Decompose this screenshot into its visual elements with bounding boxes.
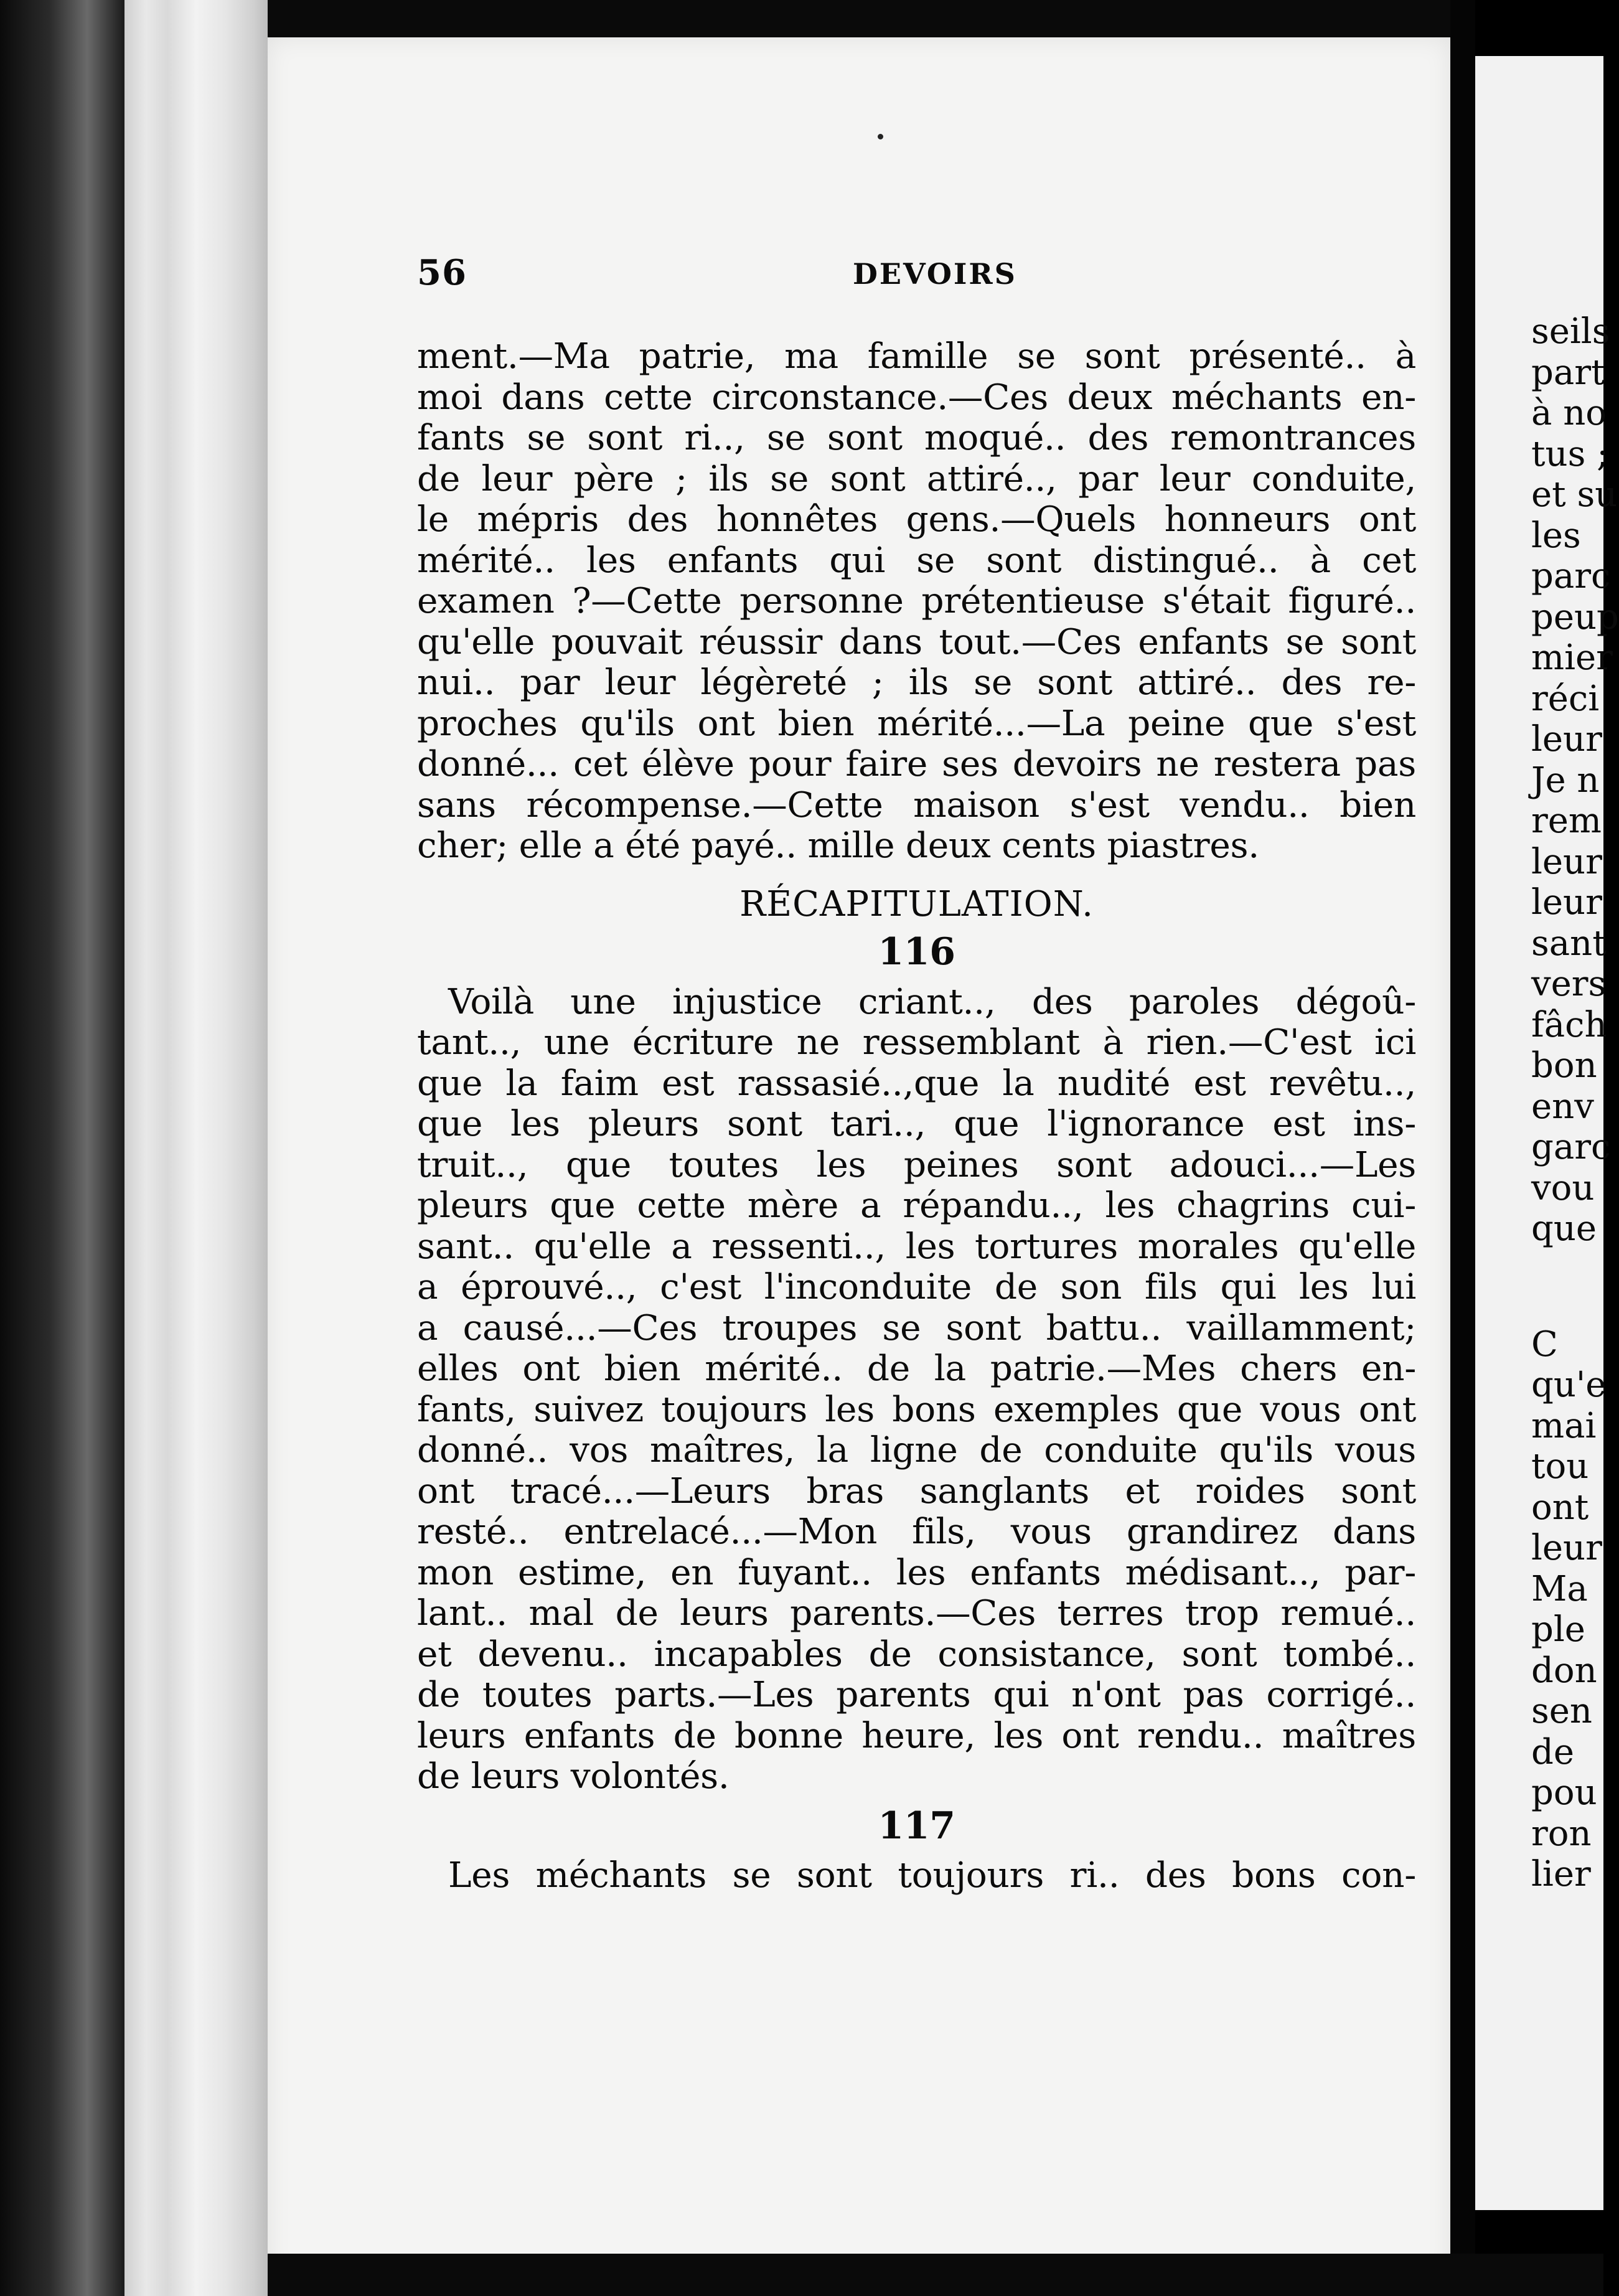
text-line: que la faim est rassasié..,que la nudité est revêtu.., xyxy=(417,1063,1416,1104)
running-header xyxy=(417,252,1425,302)
text-line: cher; elle a été payé.. mille deux cents piastres. xyxy=(417,826,1259,866)
facing-page-fragment: rem xyxy=(1531,801,1602,841)
facing-page-fragment: fâch xyxy=(1531,1004,1607,1045)
text-line: ont tracé...—Leurs bras sanglants et roides sont xyxy=(417,1470,1416,1512)
facing-page-fragment: bon xyxy=(1531,1045,1597,1086)
page-number: 56 xyxy=(417,252,467,293)
text-line: nui.. par leur légèreté ; ils se sont attiré.. des re- xyxy=(417,662,1416,703)
facing-page-fragment: pou xyxy=(1531,1772,1597,1813)
facing-page-fragment: ont xyxy=(1531,1487,1589,1528)
facing-page-fragment: mai xyxy=(1531,1405,1597,1446)
facing-page-fragment: sant xyxy=(1531,923,1607,964)
text-line: de toutes parts.—Les parents qui n'ont pas corrigé.. xyxy=(417,1675,1416,1715)
facing-page-fragment: à no xyxy=(1531,393,1607,433)
text-line: leurs enfants de bonne heure, les ont rendu.. maîtres xyxy=(417,1715,1416,1756)
text-line: truit.., que toutes les peines sont adouci...—Les xyxy=(417,1144,1416,1185)
facing-page-fragment: les xyxy=(1531,515,1581,556)
facing-page-fragment: parc xyxy=(1531,556,1611,596)
text-line: de leurs volontés. xyxy=(417,1756,730,1797)
facing-page-fragment: vers xyxy=(1531,964,1607,1004)
facing-page-fragment: leur xyxy=(1531,841,1602,882)
ink-speck xyxy=(878,134,883,139)
facing-page-fragment: leur xyxy=(1531,882,1602,923)
facing-page-fragment: ron xyxy=(1531,1813,1592,1854)
exercise-number-116: 116 xyxy=(878,930,955,974)
text-line: sans récompense.—Cette maison s'est vendu.. bien xyxy=(417,784,1416,826)
facing-page-fragment: et su xyxy=(1531,474,1618,515)
facing-page-fragment: C xyxy=(1531,1324,1558,1365)
facing-page-fragment: env xyxy=(1531,1086,1594,1127)
text-line: a éprouvé.., c'est l'inconduite de son fils qui les lui xyxy=(417,1267,1416,1307)
text-line: lant.. mal de leurs parents.—Ces terres trop remué.. xyxy=(417,1593,1416,1634)
text-line: tant.., une écriture ne ressemblant à rien.—C'est ici xyxy=(417,1022,1416,1063)
facing-page-fragment: de xyxy=(1531,1731,1574,1772)
exercise-117-text: Les méchants se sont toujours ri.. des bons con- xyxy=(448,1855,1416,1896)
facing-page-fragment: part xyxy=(1531,352,1605,393)
text-line: examen ?—Cette personne prétentieuse s'était figuré.. xyxy=(417,581,1416,621)
facing-page-fragment: Je n xyxy=(1531,760,1600,801)
facing-page-fragment: mier xyxy=(1531,638,1613,678)
scan-border-top xyxy=(268,0,1450,37)
text-line: resté.. entrelacé...—Mon fils, vous grandirez dans xyxy=(417,1512,1416,1552)
text-line: le mépris des honnêtes gens.—Quels honneurs ont xyxy=(417,499,1416,540)
facing-page-fragment: don xyxy=(1531,1650,1597,1691)
text-line: ment.—Ma patrie, ma famille se sont présenté.. à xyxy=(417,336,1416,377)
facing-page-fragment: sen xyxy=(1531,1691,1592,1731)
facing-page-gap xyxy=(1531,1249,1619,1324)
facing-page-fragment: peup xyxy=(1531,596,1619,638)
facing-page-fragment: Ma xyxy=(1531,1568,1588,1609)
scan-border-bottom xyxy=(268,2254,1603,2296)
text-line: que les pleurs sont tari.., que l'ignorance est ins- xyxy=(417,1104,1416,1144)
text-line: elles ont bien mérité.. de la patrie.—Mes chers en- xyxy=(417,1348,1416,1389)
facing-page-fragment: garc xyxy=(1531,1127,1611,1167)
text-line: mérité.. les enfants qui se sont distingué.. à cet xyxy=(417,540,1416,581)
facing-page-fragment: réci xyxy=(1531,678,1600,719)
text-line: fants se sont ri.., se sont moqué.. des remontrances xyxy=(417,418,1416,458)
section-heading: RÉCAPITULATION. xyxy=(739,883,1094,925)
exercise-116-text xyxy=(417,982,1416,1797)
text-line: fants, suivez toujours les bons exemples que vous ont xyxy=(417,1389,1416,1430)
facing-page-fragment: lier xyxy=(1531,1854,1591,1894)
facing-page-text xyxy=(1531,311,1619,1895)
text-line: sant.. qu'elle a ressenti.., les tortures morales qu'elle xyxy=(417,1226,1416,1267)
text-line: qu'elle pouvait réussir dans tout.—Ces enfants se sont xyxy=(417,621,1416,662)
text-line: a causé...—Ces troupes se sont battu.. vaillamment; xyxy=(417,1307,1416,1348)
facing-page-fragment: tus ; xyxy=(1531,433,1608,474)
text-line: donné.. vos maîtres, la ligne de conduite qu'ils vous xyxy=(417,1430,1416,1470)
main-text xyxy=(417,336,1416,1896)
text-line: de leur père ; ils se sont attiré.., par leur conduite, xyxy=(417,458,1416,499)
book-cover-edge xyxy=(0,0,124,2296)
page-edges xyxy=(124,0,271,2296)
facing-page-fragment: leur xyxy=(1531,719,1602,760)
text-line: moi dans cette circonstance.—Ces deux méchants en- xyxy=(417,377,1416,418)
text-line: et devenu.. incapables de consistance, sont tombé.. xyxy=(417,1634,1416,1675)
facing-page-fragment: vou xyxy=(1531,1167,1595,1208)
text-line: Voilà une injustice criant.., des paroles dégoû- xyxy=(448,981,1416,1022)
facing-page-fragment: seils xyxy=(1531,311,1610,352)
text-line: donné... cet élève pour faire ses devoirs ne restera pas xyxy=(417,744,1416,784)
running-title: DEVOIRS xyxy=(853,257,1017,291)
facing-page-fragment: ple xyxy=(1531,1609,1585,1650)
paragraph-continuation xyxy=(417,336,1416,867)
text-line: proches qu'ils ont bien mérité...—La peine que s'est xyxy=(417,703,1416,744)
facing-page-fragment: leur xyxy=(1531,1528,1602,1568)
facing-page-fragment: que xyxy=(1531,1208,1597,1249)
book-gutter xyxy=(1450,0,1475,2296)
text-line: pleurs que cette mère a répandu.., les chagrins cui- xyxy=(417,1185,1416,1226)
text-line: mon estime, en fuyant.. les enfants médisant.., par- xyxy=(417,1552,1416,1593)
facing-page-fragment: tou xyxy=(1531,1446,1589,1487)
facing-page-fragment: qu'e xyxy=(1531,1365,1607,1405)
exercise-number-117: 117 xyxy=(878,1804,955,1848)
